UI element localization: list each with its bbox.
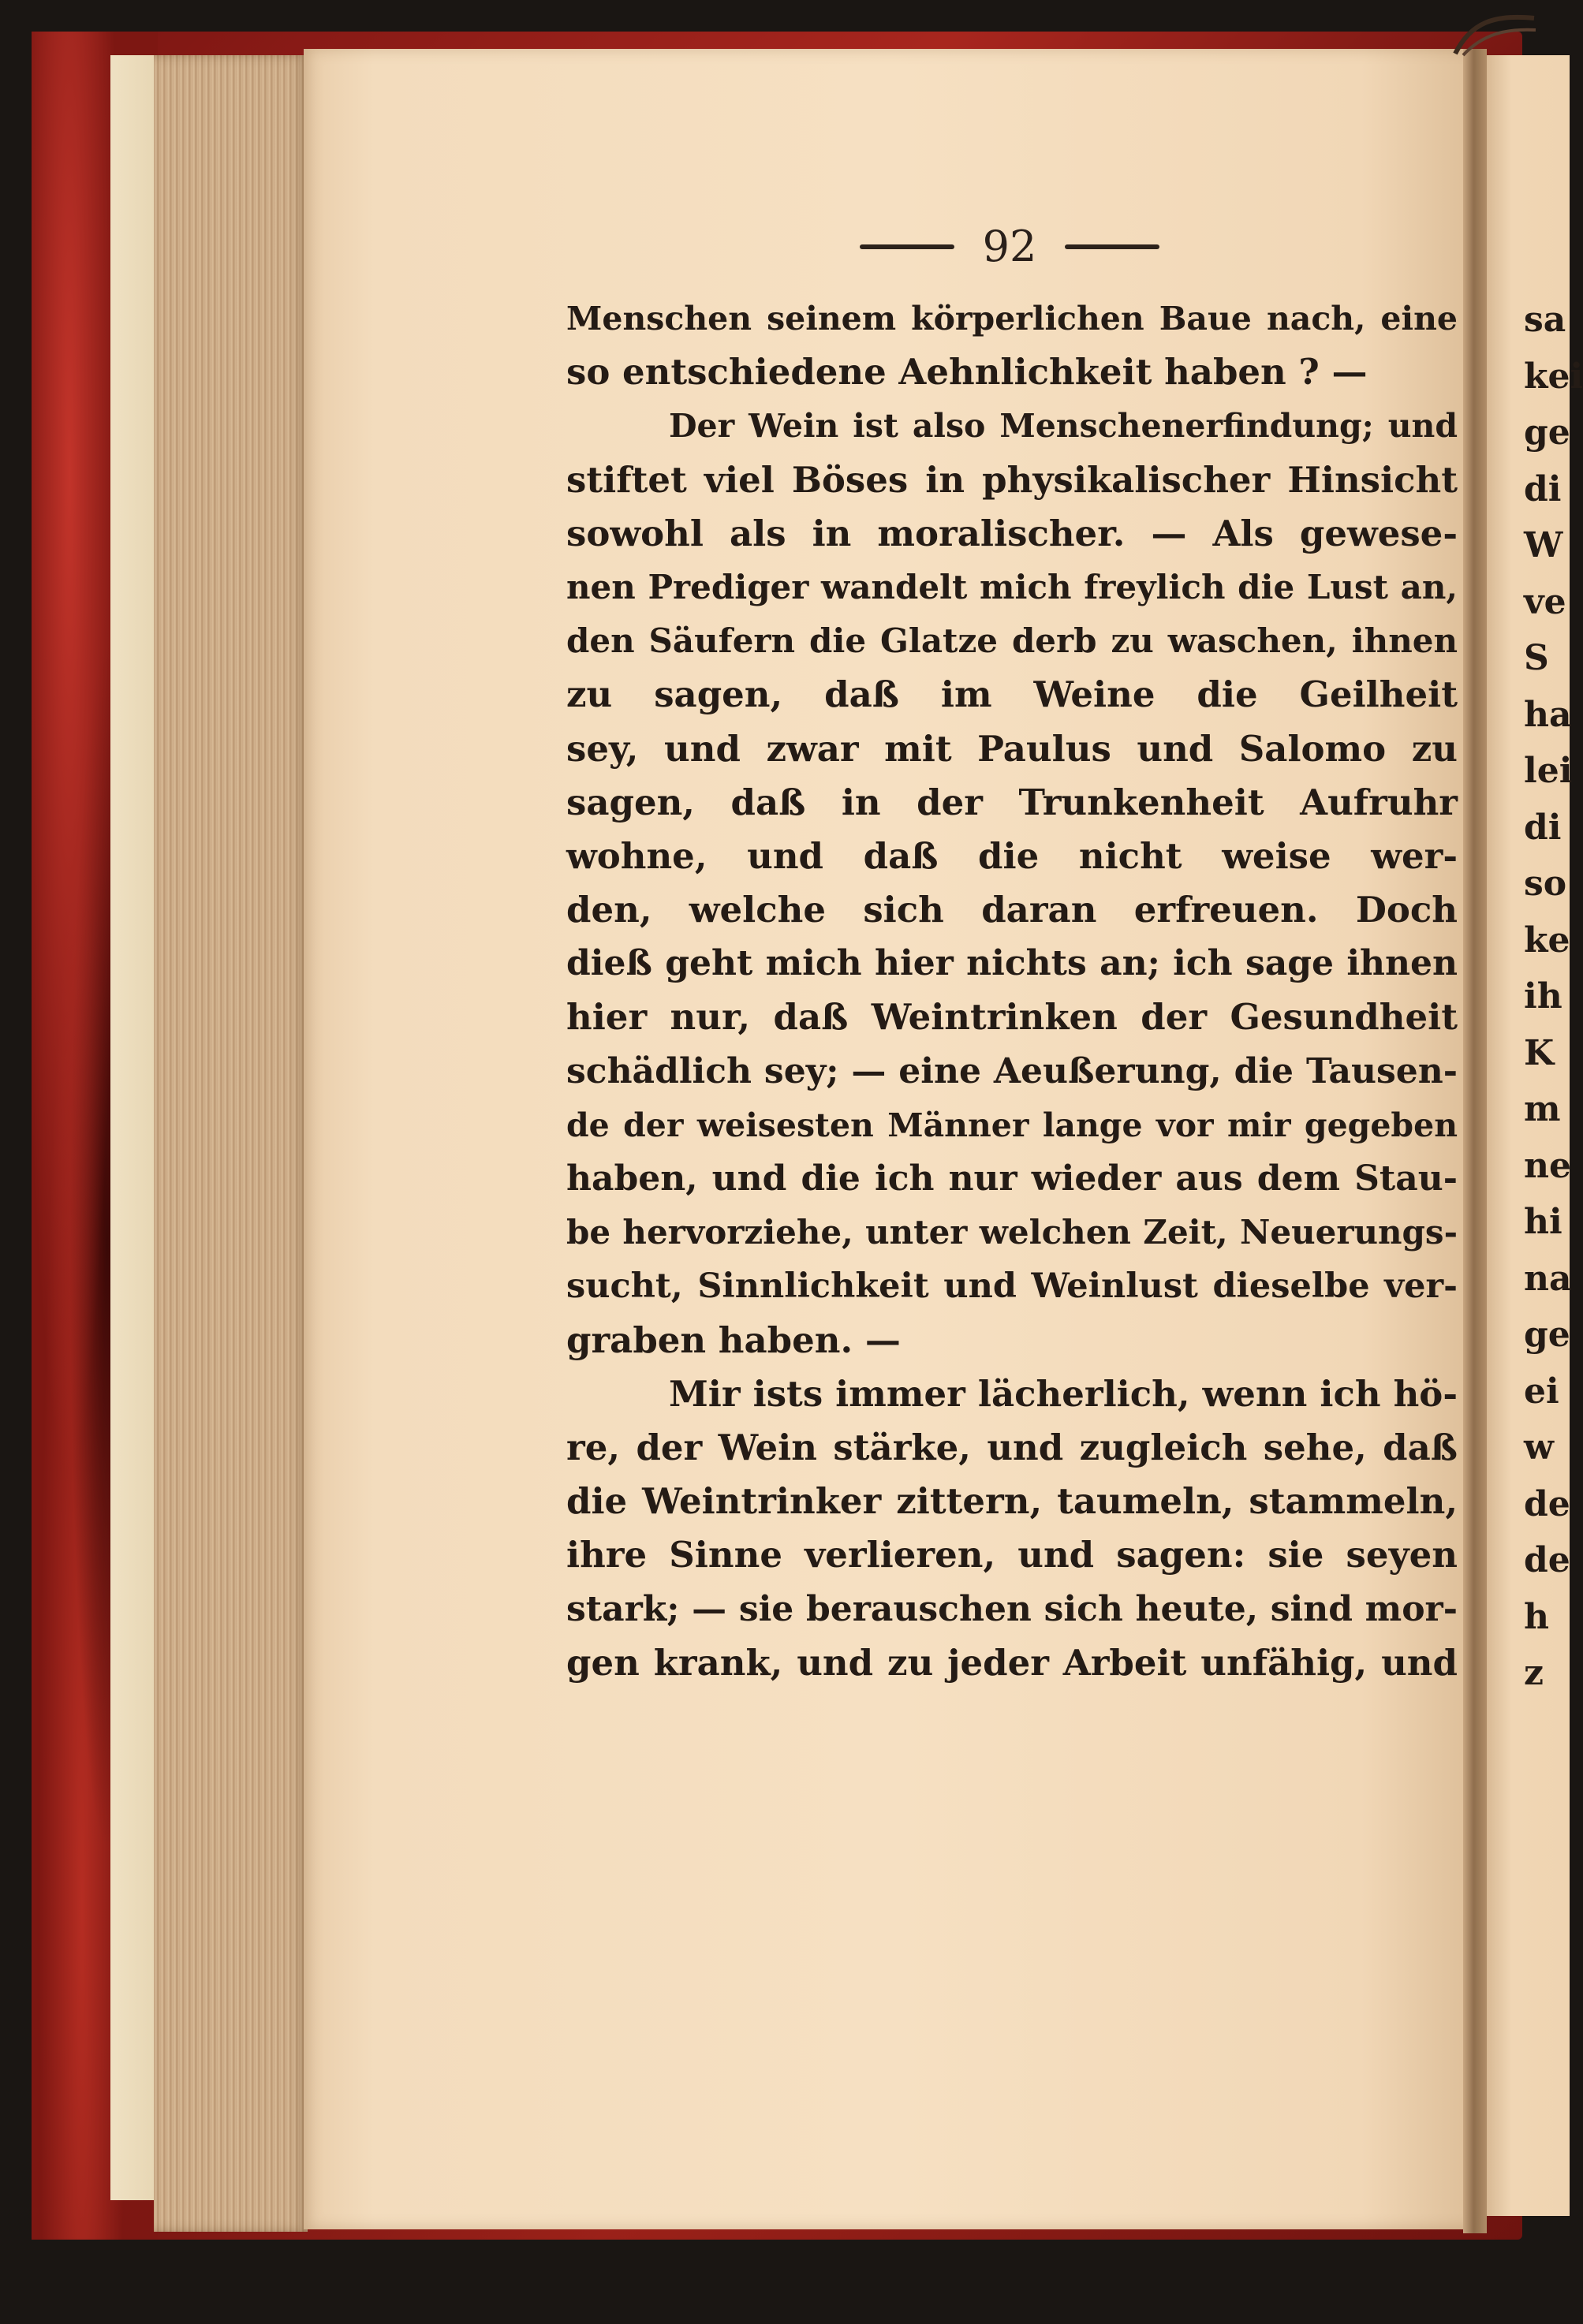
- text-fragment: hi: [1524, 1202, 1562, 1242]
- text-line: den Säufern die Glatze derb zu waschen, ihnen: [566, 621, 1458, 661]
- text-fragment: de: [1524, 1540, 1570, 1580]
- header-rule-left: [860, 244, 954, 249]
- text-line: graben haben. —: [566, 1319, 901, 1361]
- text-fragment: m: [1524, 1089, 1561, 1129]
- paragraph: [566, 399, 1458, 1367]
- page-stack: [154, 55, 308, 2232]
- text-line: hier nur, daß Weintrinken der Gesundheit: [566, 996, 1458, 1039]
- text-line: sey, und zwar mit Paulus und Salomo zu: [566, 727, 1458, 770]
- text-line: schädlich sey; — eine Aeußerung, die Tausen-: [566, 1050, 1458, 1091]
- text-fragment: na: [1524, 1258, 1572, 1299]
- page-number: 92: [982, 222, 1037, 271]
- text-line: sagen, daß in der Trunkenheit Aufruhr: [566, 781, 1458, 823]
- page-header: [820, 219, 1199, 274]
- text-line: sowohl als in moralischer. — Als gewese-: [566, 512, 1458, 554]
- text-line: wohne, und daß die nicht weise wer-: [566, 834, 1458, 877]
- text-line: be hervorziehe, unter welchen Zeit, Neuerungs-: [566, 1213, 1458, 1252]
- text-line: dieß geht mich hier nichts an; ich sage ihnen: [566, 943, 1458, 984]
- text-line: ihre Sinne verlieren, und sagen: sie seyen: [566, 1534, 1458, 1576]
- body-text: [566, 292, 1458, 1690]
- facing-page-text-fragments: [1524, 292, 1583, 1702]
- text-fragment: di: [1524, 468, 1562, 509]
- text-line: den, welche sich daran erfreuen. Doch: [566, 889, 1458, 931]
- text-fragment: ke: [1524, 920, 1570, 961]
- text-fragment: z: [1524, 1653, 1544, 1693]
- text-fragment: so: [1524, 864, 1567, 904]
- paragraph: [566, 292, 1458, 399]
- text-line: die Weintrinker zittern, taumeln, stammeln,: [566, 1480, 1458, 1523]
- text-line: so entschiedene Aehnlichkeit haben ? —: [566, 351, 1368, 394]
- text-fragment: K: [1524, 1032, 1555, 1073]
- text-fragment: ve: [1524, 581, 1566, 622]
- text-line: nen Prediger wandelt mich freylich die Lust an,: [566, 567, 1458, 606]
- text-line: Der Wein ist also Menschenerfindung; und: [669, 407, 1458, 446]
- text-fragment: W: [1524, 525, 1563, 565]
- text-fragment: S: [1524, 638, 1549, 678]
- text-fragment: h: [1524, 1596, 1549, 1637]
- paragraph: [566, 1367, 1458, 1690]
- text-fragment: ge: [1524, 1315, 1570, 1355]
- text-fragment: ei: [1524, 1371, 1559, 1412]
- text-fragment: de: [1524, 1483, 1570, 1524]
- text-fragment: di: [1524, 807, 1562, 848]
- text-fragment: ne: [1524, 1145, 1571, 1186]
- text-fragment: lei: [1524, 751, 1573, 791]
- text-fragment: ha: [1524, 694, 1572, 735]
- text-line: stark; — sie berauschen sich heute, sind mor-: [566, 1588, 1458, 1629]
- text-line: Mir ists immer lächerlich, wenn ich hö-: [669, 1372, 1458, 1415]
- text-line: stiftet viel Böses in physikalischer Hinsicht: [566, 458, 1458, 501]
- header-rule-right: [1065, 244, 1159, 249]
- text-fragment: sa: [1524, 300, 1566, 340]
- book-gutter: [1463, 49, 1487, 2233]
- text-line: re, der Wein stärke, und zugleich sehe, daß: [566, 1426, 1458, 1468]
- text-line: haben, und die ich nur wieder aus dem Stau-: [566, 1158, 1458, 1199]
- text-fragment: w: [1524, 1427, 1554, 1468]
- ribbon-bookmark-icon: [1447, 6, 1542, 62]
- text-line: de der weisesten Männer lange vor mir gegeben: [566, 1106, 1458, 1144]
- text-line: gen krank, und zu jeder Arbeit unfähig, und: [566, 1641, 1458, 1684]
- text-line: Menschen seinem körperlichen Baue nach, eine: [566, 300, 1458, 338]
- text-fragment: ih: [1524, 976, 1562, 1017]
- text-fragment: ge: [1524, 412, 1570, 453]
- text-line: sucht, Sinnlichkeit und Weinlust dieselbe ver-: [566, 1266, 1458, 1307]
- text-line: zu sagen, daß im Weine die Geilheit: [566, 673, 1458, 716]
- text-fragment: kei: [1524, 356, 1583, 397]
